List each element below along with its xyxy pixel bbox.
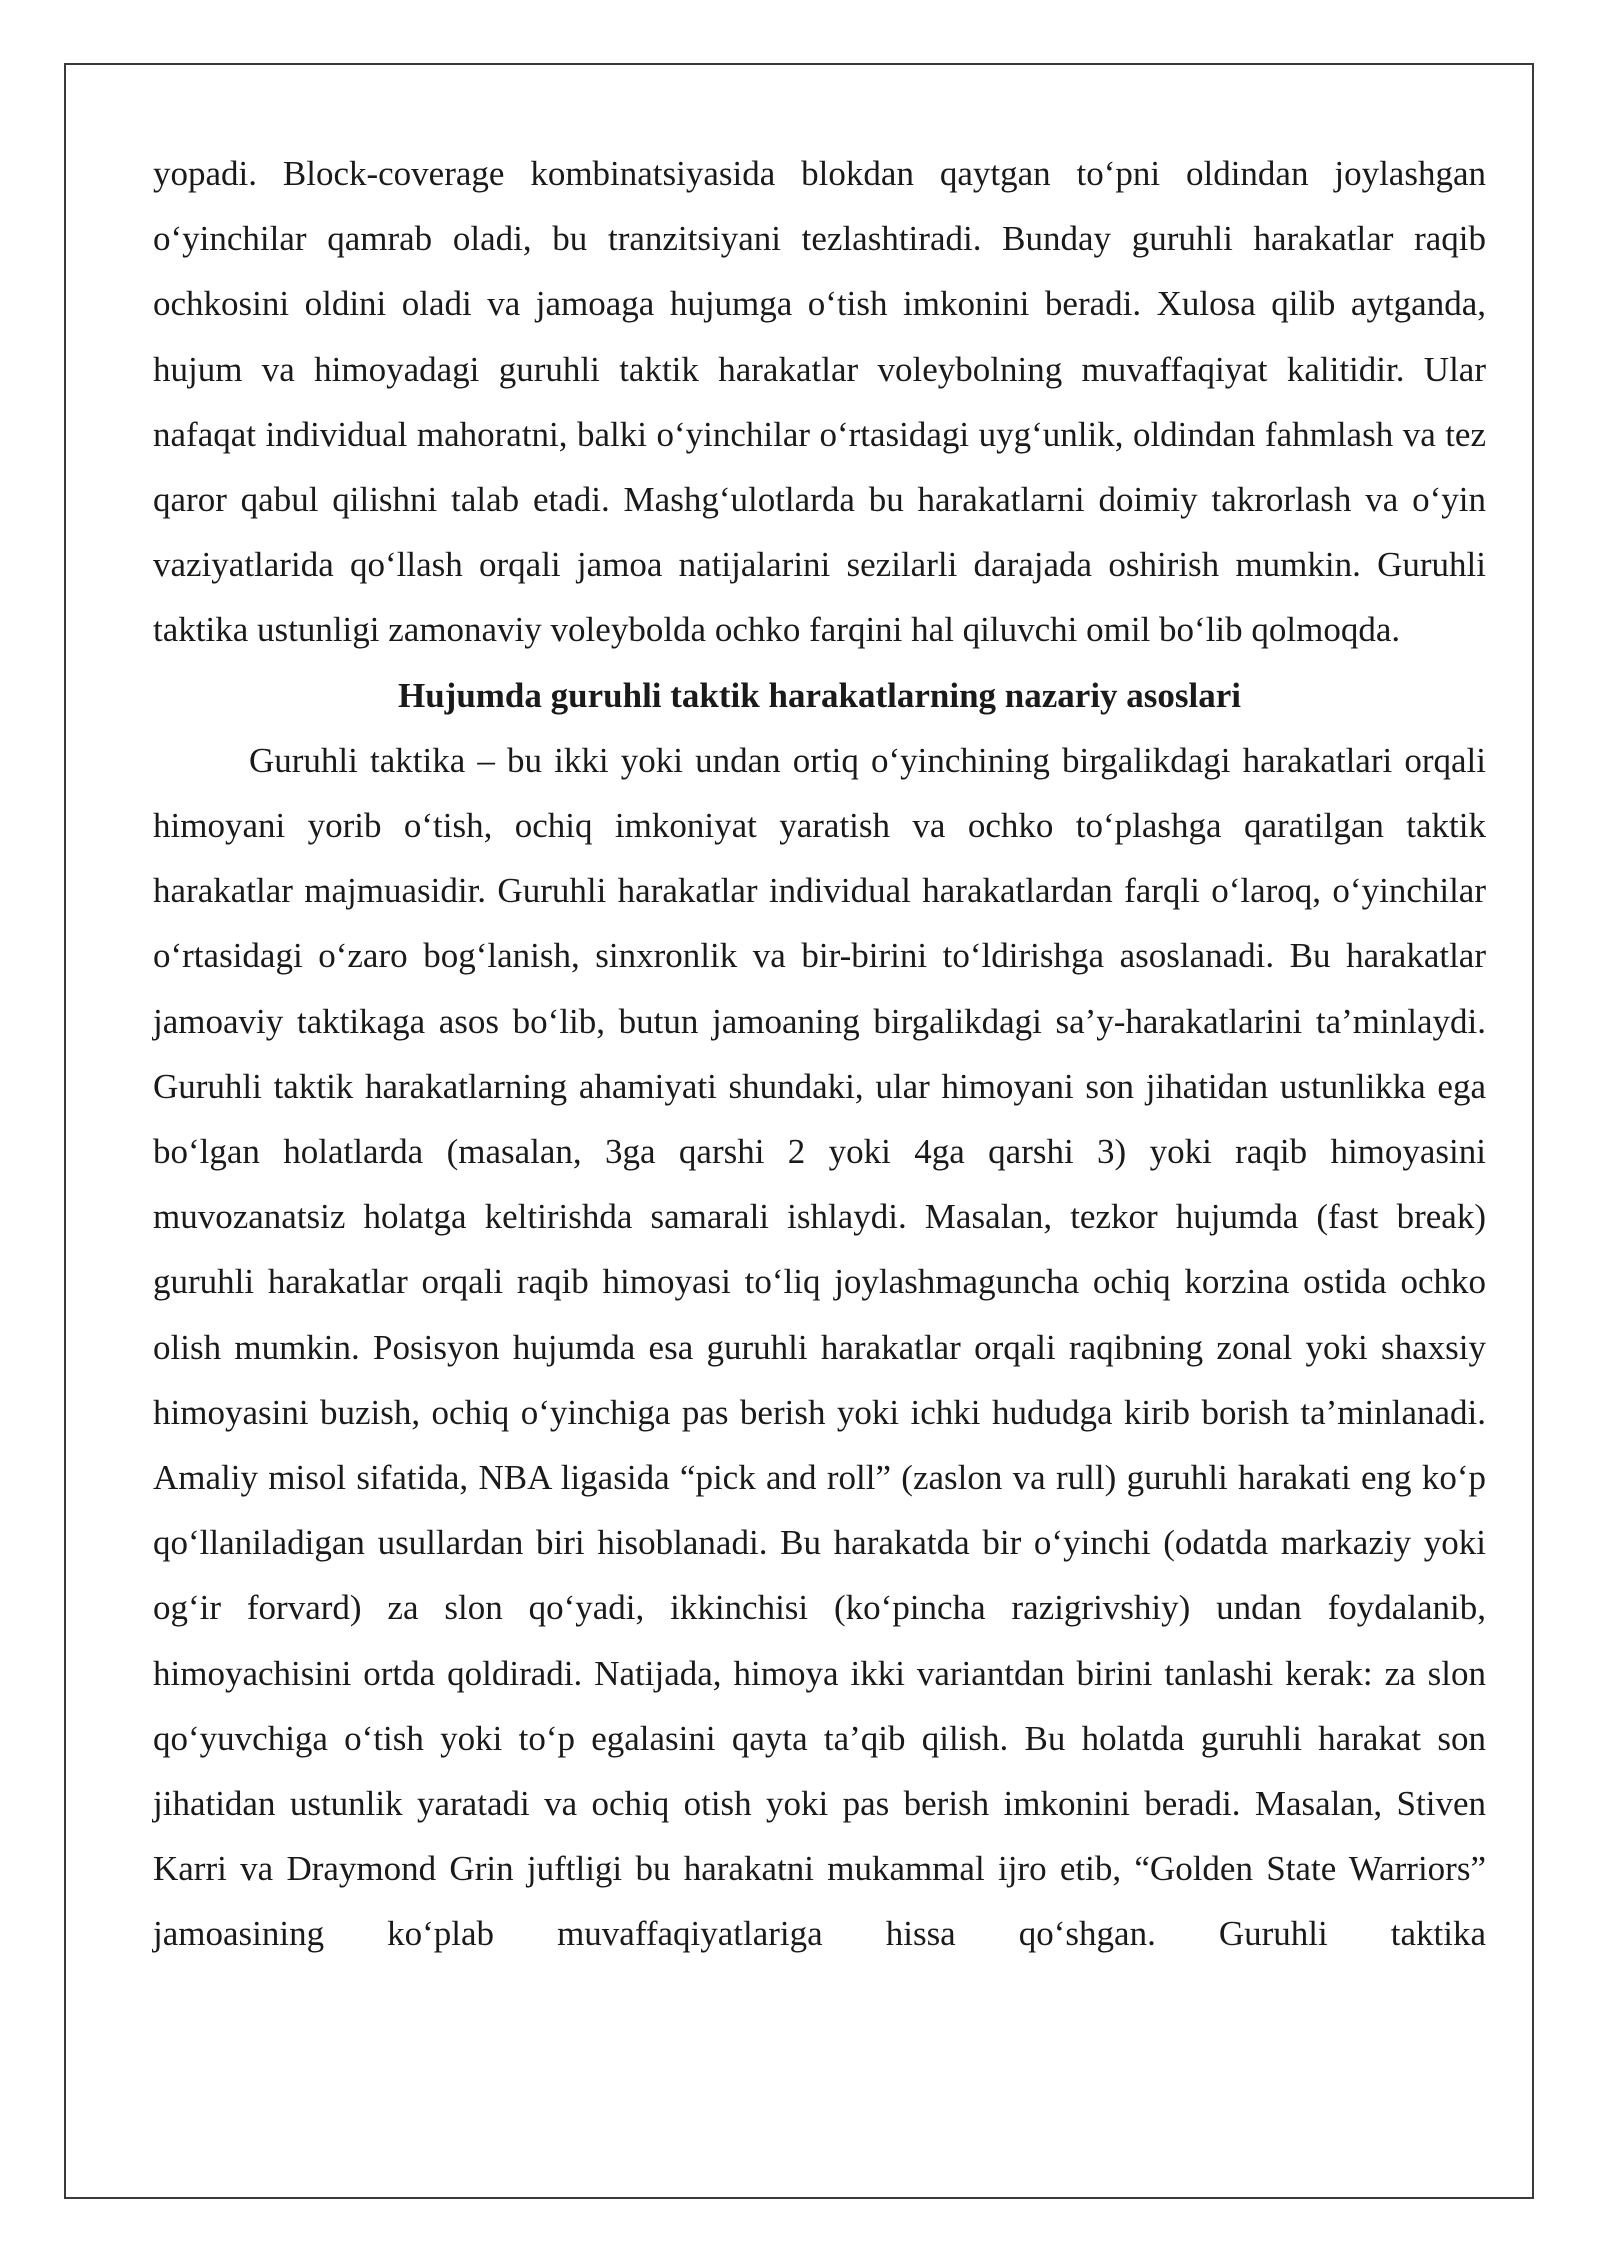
document-body: [153, 141, 1486, 1967]
body-paragraph-2: Guruhli taktika – bu ikki yoki undan ortiq o‘yinchining birgalikdagi harakatlari orqali himoyani yorib o‘tish, ochiq imkoniyat yaratish va ochko to‘plashga qaratilgan taktik harakatlar majmuasidir. Guruhli harakatlar individual harakatlardan farqli o‘laroq, o‘yinchilar o‘rtasidagi o‘zaro bog‘lanish, sinxronlik va bir-birini to‘ldirishga asoslanadi. Bu harakatlar jamoaviy taktikaga asos bo‘lib, butun jamoaning birgalikdagi sa’y-harakatlarini ta’minlaydi. Guruhli taktik harakatlarning ahamiyati shundaki, ular himoyani son jihatidan ustunlikka ega bo‘lgan holatlarda (masalan, 3ga qarshi 2 yoki 4ga qarshi 3) yoki raqib himoyasini muvozanatsiz holatga keltirishda samarali ishlaydi. Masalan, tezkor hujumda (fast break) guruhli harakatlar orqali raqib himoyasi to‘liq joylashmaguncha ochiq korzina ostida ochko olish mumkin. Posisyon hujumda esa guruhli harakatlar orqali raqibning zonal yoki shaxsiy himoyasini buzish, ochiq o‘yinchiga pas berish yoki ichki hududga kirib borish ta’minlanadi. Amaliy misol sifatida, NBA ligasida “pick and roll” (zaslon va rull) guruhli harakati eng ko‘p qo‘llaniladigan usullardan biri hisoblanadi. Bu harakatda bir o‘yinchi (odatda markaziy yoki og‘ir forvard) za slon qo‘yadi, ikkinchisi (ko‘pincha razigrivshiy) undan foydalanib, himoyachisini ortda qoldiradi. Natijada, himoya ikki variantdan birini tanlashi kerak: za slon qo‘yuvchiga o‘tish yoki to‘p egalasini qayta ta’qib qilish. Bu holatda guruhli harakat son jihatidan ustunlik yaratadi va ochiq otish yoki pas berish imkonini beradi. Masalan, Stiven Karri va Draymond Grin juftligi bu harakatni mukammal ijro etib, “Golden State Warriors” jamoasining ko‘plab muvaffaqiyatlariga hissa qo‘shgan. Guruhli taktika: [153, 740, 1486, 1954]
section-heading: Hujumda guruhli taktik harakatlarning nazariy asoslari: [397, 675, 1242, 715]
body-paragraph-1: yopadi. Block-coverage kombinatsiyasida blokdan qaytgan to‘pni oldindan joylashgan o‘yinchilar qamrab oladi, bu tranzitsiyani tezlashtiradi. Bunday guruhli harakatlar raqib ochkosini oldini oladi va jamoaga hujumga o‘tish imkonini beradi. Xulosa qilib aytganda, hujum va himoyadagi guruhli taktik harakatlar voleybolning muvaffaqiyat kalitidir. Ular nafaqat individual mahoratni, balki o‘yinchilar o‘rtasidagi uyg‘unlik, oldindan fahmlash va tez qaror qabul qilishni talab etadi. Mashg‘ulotlarda bu harakatlarni doimiy takrorlash va o‘yin vaziyatlarida qo‘llash orqali jamoa natijalarini sezilarli darajada oshirish mumkin. Guruhli taktika ustunligi zamonaviy voleybolda ochko farqini hal qiluvchi omil bo‘lib qolmoqda.: [153, 154, 1486, 650]
